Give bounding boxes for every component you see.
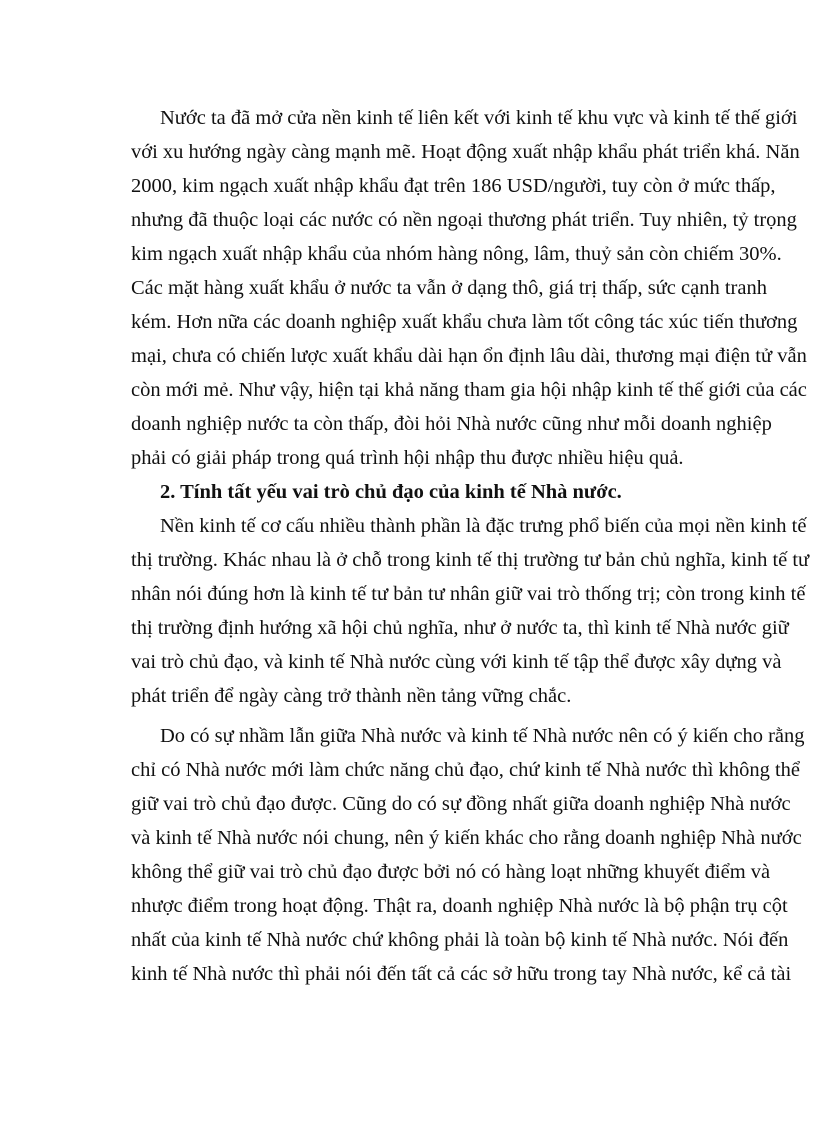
paragraph-1-line-8: mại, chưa có chiến lược xuất khẩu dài hạn ổn định lâu dài, thương mại điện tử vẫn <box>131 345 807 367</box>
paragraph-2-line-1: Nền kinh tế cơ cấu nhiều thành phần là đặc trưng phổ biến của mọi nền kinh tế <box>160 515 807 537</box>
paragraph-2-line-2: thị trường. Khác nhau là ở chỗ trong kinh tế thị trường tư bản chủ nghĩa, kinh tế tư <box>131 549 810 571</box>
paragraph-1-line-7: kém. Hơn nữa các doanh nghiệp xuất khẩu chưa làm tốt công tác xúc tiến thương <box>131 311 798 333</box>
paragraph-1-line-6: Các mặt hàng xuất khẩu ở nước ta vẫn ở dạng thô, giá trị thấp, sức cạnh tranh <box>131 277 767 299</box>
paragraph-3-line-2: chỉ có Nhà nước mới làm chức năng chủ đạo, chứ kinh tế Nhà nước thì không thể <box>131 759 801 781</box>
paragraph-1-line-1: Nước ta đã mở cửa nền kinh tế liên kết với kinh tế khu vực và kinh tế thế giới <box>160 107 798 129</box>
paragraph-3-line-5: không thể giữ vai trò chủ đạo được bởi nó có hàng loạt những khuyết điểm và <box>131 861 771 883</box>
paragraph-1-line-10: doanh nghiệp nước ta còn thấp, đòi hỏi Nhà nước cũng như mỗi doanh nghiệp <box>131 413 772 435</box>
paragraph-2-line-3: nhân nói đúng hơn là kinh tế tư bản tư nhân giữ vai trò thống trị; còn trong kinh tế <box>131 583 806 605</box>
paragraph-3-line-7: nhất của kinh tế Nhà nước chứ không phải là toàn bộ kinh tế Nhà nước. Nói đến <box>131 929 789 951</box>
paragraph-2-line-4: thị trường định hướng xã hội chủ nghĩa, như ở nước ta, thì kinh tế Nhà nước giữ <box>131 617 789 639</box>
paragraph-1-line-4: nhưng đã thuộc loại các nước có nền ngoại thương phát triển. Tuy nhiên, tỷ trọng <box>131 209 797 231</box>
paragraph-1-line-9: còn mới mẻ. Như vậy, hiện tại khả năng tham gia hội nhập kinh tế thế giới của các <box>131 379 807 401</box>
paragraph-3-line-6: nhược điểm trong hoạt động. Thật ra, doanh nghiệp Nhà nước là bộ phận trụ cột <box>131 895 788 917</box>
paragraph-2-line-6: phát triển để ngày càng trở thành nền tảng vững chắc. <box>131 685 572 707</box>
paragraph-3-line-4: và kinh tế Nhà nước nói chung, nên ý kiến khác cho rằng doanh nghiệp Nhà nước <box>131 827 802 849</box>
paragraph-1-line-2: với xu hướng ngày càng mạnh mẽ. Hoạt động xuất nhập khẩu phát triển khá. Năn <box>131 141 800 163</box>
paragraph-1-line-5: kim ngạch xuất nhập khẩu của nhóm hàng nông, lâm, thuỷ sản còn chiếm 30%. <box>131 243 782 265</box>
section-heading: 2. Tính tất yếu vai trò chủ đạo của kinh tế Nhà nước. <box>160 481 622 503</box>
paragraph-3-line-1: Do có sự nhầm lẫn giữa Nhà nước và kinh tế Nhà nước nên có ý kiến cho rằng <box>160 725 805 747</box>
paragraph-2-line-5: vai trò chủ đạo, và kinh tế Nhà nước cùng với kinh tế tập thể được xây dựng và <box>131 651 782 673</box>
paragraph-1-line-11: phải có giải pháp trong quá trình hội nhập thu được nhiều hiệu quả. <box>131 447 684 469</box>
paragraph-3-line-3: giữ vai trò chủ đạo được. Cũng do có sự đồng nhất giữa doanh nghiệp Nhà nước <box>131 793 791 815</box>
paragraph-3-line-8: kinh tế Nhà nước thì phải nói đến tất cả các sở hữu trong tay Nhà nước, kể cả tài <box>131 963 792 985</box>
paragraph-1-line-3: 2000, kim ngạch xuất nhập khẩu đạt trên 186 USD/người, tuy còn ở mức thấp, <box>131 175 776 197</box>
